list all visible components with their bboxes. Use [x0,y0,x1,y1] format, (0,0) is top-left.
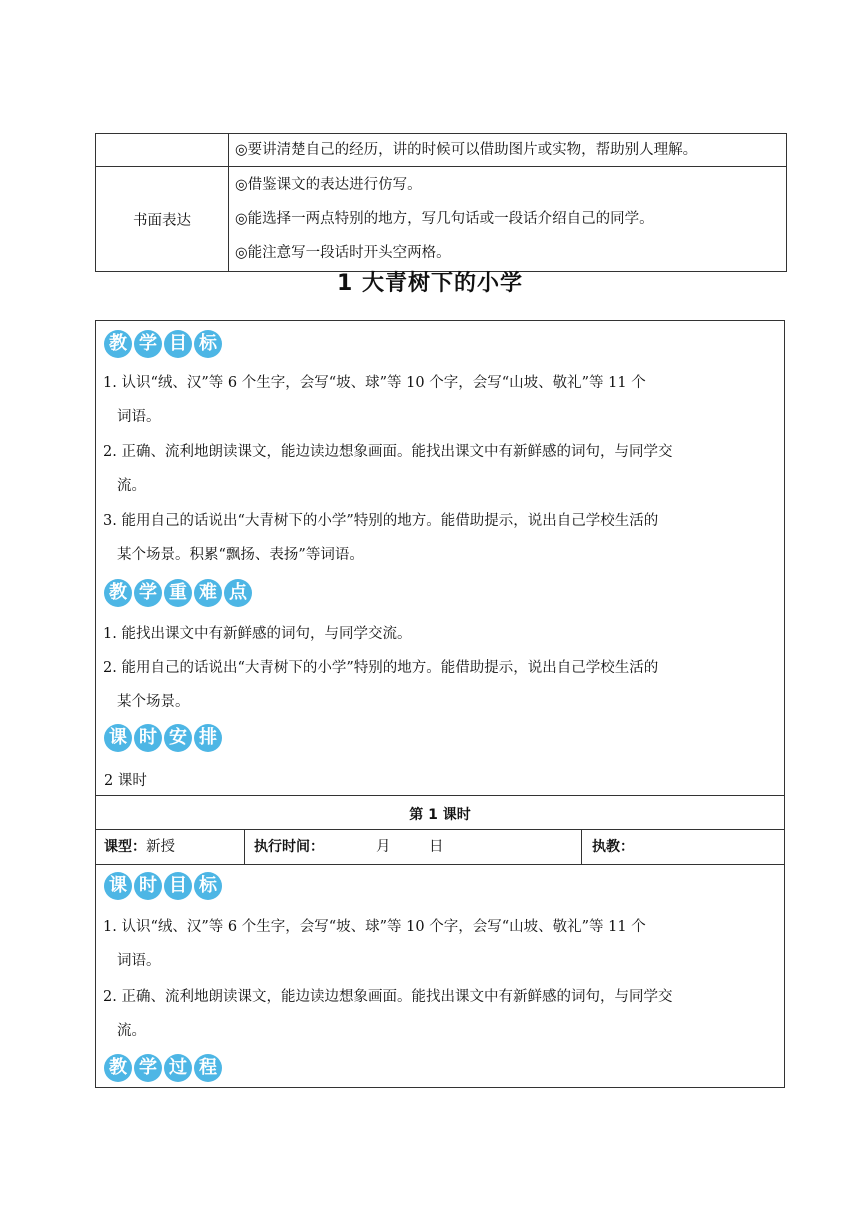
badge-char: 教 [104,1054,132,1082]
item-line: 2. 能用自己的话说出“大青树下的小学”特别的地方。能借助提示，说出自己学校生活的 [103,660,659,676]
lesson-type-value: 新授 [146,839,175,855]
period-goals-badge [104,872,222,900]
badge-char: 标 [194,872,222,900]
lesson-plan-box [95,320,785,1088]
content-cell [229,134,787,167]
item-line: 1. 认识“绒、汉”等 6 个生字，会写“坡、球”等 10 个字，会写“山坡、敬礼”等 11 个 [103,919,646,935]
badge-char: 重 [164,579,192,607]
item-line: 某个场景。积累“飘扬、表扬”等词语。 [117,547,364,563]
month-label: 月 [376,839,391,855]
goal-line: ◎要讲清楚自己的经历，讲的时候可以借助图片或实物，帮助别人理解。 [235,142,698,158]
execution-time-label: 执行时间： [254,839,324,855]
schedule-badge [104,724,222,752]
divider [244,830,245,864]
list-item [103,910,780,978]
lesson-type-cell [104,830,175,864]
badge-char: 时 [134,724,162,752]
divider [581,830,582,864]
teaching-process-badge [104,1054,222,1082]
item-line: 词语。 [117,953,161,969]
content-cell [229,167,787,272]
list-item [103,366,780,434]
badge-char: 时 [134,872,162,900]
list-item [103,504,780,572]
schedule-text: 2 课时 [104,773,147,789]
execution-time-cell [254,830,324,864]
badge-char: 课 [104,724,132,752]
badge-char: 课 [104,872,132,900]
teaching-goals-badge [104,330,222,358]
item-line: 词语。 [117,409,161,425]
item-line: 3. 能用自己的话说出“大青树下的小学”特别的地方。能借助提示，说出自己学校生活的 [103,513,659,529]
list-item [103,651,780,719]
category-cell: 书面表达 [96,167,229,272]
item-line: 1. 能找出课文中有新鲜感的词句，与同学交流。 [103,626,412,642]
list-item [103,980,780,1048]
badge-char: 难 [194,579,222,607]
item-line: 2. 正确、流利地朗读课文，能边读边想象画面。能找出课文中有新鲜感的词句，与同学交 [103,444,673,460]
period-info-row [96,830,784,864]
badge-char: 点 [224,579,252,607]
item-line: 某个场景。 [117,694,190,710]
item-line: 1. 认识“绒、汉”等 6 个生字，会写“坡、球”等 10 个字，会写“山坡、敬礼”等 11 个 [103,375,646,391]
lesson-title: 1 大青树下的小学 [337,271,523,296]
list-item [103,617,780,651]
table-row [96,167,787,272]
goal-line: ◎借鉴课文的表达进行仿写。 [235,177,422,193]
key-points-badge [104,579,252,607]
period-title: 第 1 课时 [409,807,471,823]
badge-char: 标 [194,330,222,358]
goal-line: ◎能选择一两点特别的地方，写几句话或一段话介绍自己的同学。 [235,211,654,227]
item-line: 2. 正确、流利地朗读课文，能边读边想象画面。能找出课文中有新鲜感的词句，与同学交 [103,989,673,1005]
table-row [96,134,787,167]
badge-char: 程 [194,1054,222,1082]
divider [96,864,784,865]
badge-char: 目 [164,330,192,358]
divider [96,795,784,796]
badge-char: 教 [104,330,132,358]
teacher-label: 执教： [592,839,634,855]
badge-char: 教 [104,579,132,607]
badge-char: 学 [134,579,162,607]
category-cell [96,134,229,167]
teacher-cell [592,830,634,864]
item-line: 流。 [117,1023,146,1039]
badge-char: 学 [134,330,162,358]
goal-line: ◎能注意写一段话时开头空两格。 [235,245,451,261]
badge-char: 学 [134,1054,162,1082]
badge-char: 目 [164,872,192,900]
day-label: 日 [429,839,444,855]
goals-table [95,133,787,272]
item-line: 流。 [117,478,146,494]
badge-char: 过 [164,1054,192,1082]
lesson-type-label: 课型： [104,839,146,855]
badge-char: 排 [194,724,222,752]
badge-char: 安 [164,724,192,752]
list-item [103,435,780,503]
